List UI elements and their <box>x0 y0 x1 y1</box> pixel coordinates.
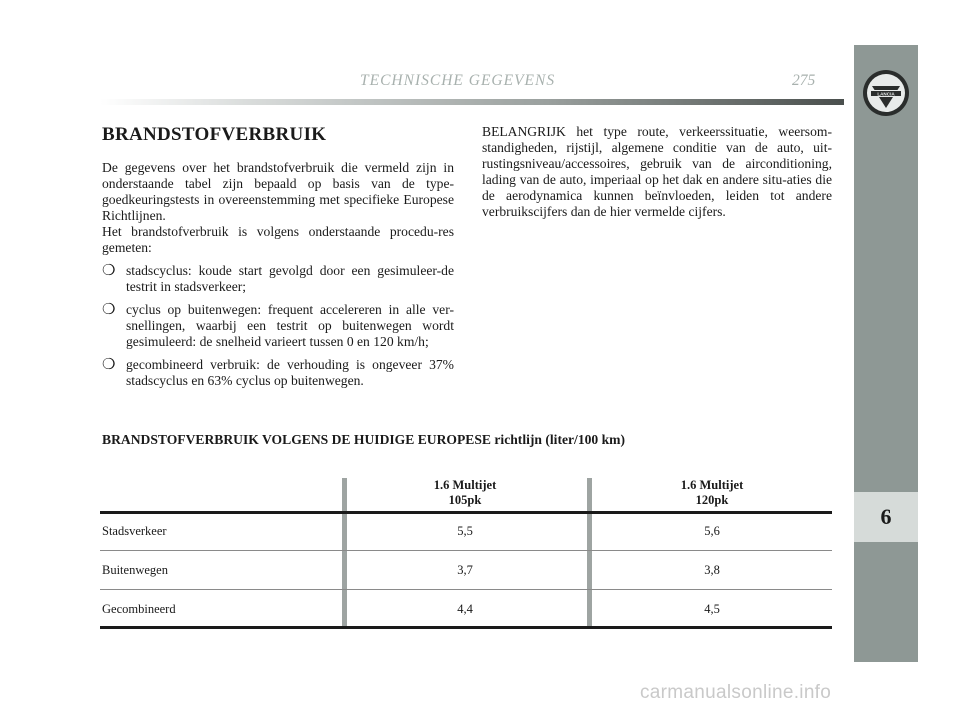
list-item-text: stadscyclus: koude start gevolgd door een gesimuleer-de testrit in stadsverkeer; <box>126 263 454 294</box>
lancia-logo-icon <box>861 68 911 118</box>
chapter-side-tab <box>854 45 918 662</box>
table-cell: 3,7 <box>457 563 473 577</box>
watermark: carmanualsonline.info <box>640 682 832 703</box>
bullet-circle-icon: ❍ <box>102 357 116 373</box>
bullet-circle-icon: ❍ <box>102 302 116 318</box>
list-item <box>102 263 454 295</box>
list-item-text: gecombineerd verbruik: de verhouding is ongeveer 37% stadscyclus en 63% cyclus op buitenwegen. <box>126 357 454 388</box>
column-header <box>345 478 585 508</box>
page-number: 275 <box>792 72 816 89</box>
chapter-number: 6 <box>880 504 892 529</box>
table-cell: 3,8 <box>704 563 720 577</box>
intro-paragraph: De gegevens over het brandstofverbruik die vermeld zijn in onderstaande tabel zijn bepaald op basis van de type-goedkeuringstests in overeenstemming met specifieke Europese Richtlijnen. <box>102 160 454 223</box>
column-header-model: 1.6 Multijet <box>680 478 744 492</box>
list-item <box>102 302 454 350</box>
header-divider <box>100 99 844 105</box>
list-item-text: cyclus op buitenwegen: frequent accelereren in alle ver-snellingen, waarbij een testrit op buitenwegen wordt gesimuleerd: de snelheid varieert tussen 0 en 120 km/h; <box>126 302 454 349</box>
svg-text:LANCIA: LANCIA <box>877 91 895 97</box>
running-header-title: TECHNISCHE GEGEVENS <box>360 72 556 89</box>
row-label: Stadsverkeer <box>102 524 167 538</box>
important-note: BELANGRIJK het type route, verkeerssituatie, weersom-standigheden, rijstijl, algemene conditie van de auto, uit-rustingsniveau/accessoires, gebruik van de airconditioning, lading van de auto, imperiaal op het dak en andere situ-aties die de aerodynamica kunnen beïnvloeden, leiden tot andere verbruikscijfers dan de hier vermelde cijfers. <box>482 124 832 219</box>
table-title: BRANDSTOFVERBRUIK VOLGENS DE HUIDIGE EUROPESE richtlijn (liter/100 km) <box>102 432 626 447</box>
table-cell: 4,4 <box>457 602 473 616</box>
table-cell: 5,6 <box>704 524 720 538</box>
table-header-rule <box>100 511 832 514</box>
row-divider <box>100 589 832 590</box>
column-header-power: 105pk <box>448 493 482 507</box>
column-header-model: 1.6 Multijet <box>433 478 497 492</box>
measure-paragraph: Het brandstofverbruik is volgens onderstaande procedu-res gemeten: <box>102 224 454 255</box>
left-column <box>102 160 454 389</box>
column-header-power: 120pk <box>695 493 729 507</box>
table-bottom-rule <box>100 626 832 629</box>
row-label: Gecombineerd <box>102 602 176 616</box>
section-heading: BRANDSTOFVERBRUIK <box>102 124 327 145</box>
chapter-box <box>854 492 918 542</box>
list-item <box>102 357 454 389</box>
column-header <box>592 478 832 508</box>
row-divider <box>100 550 832 551</box>
bullet-circle-icon: ❍ <box>102 263 116 279</box>
table-cell: 5,5 <box>457 524 473 538</box>
row-label: Buitenwegen <box>102 563 168 577</box>
table-cell: 4,5 <box>704 602 720 616</box>
